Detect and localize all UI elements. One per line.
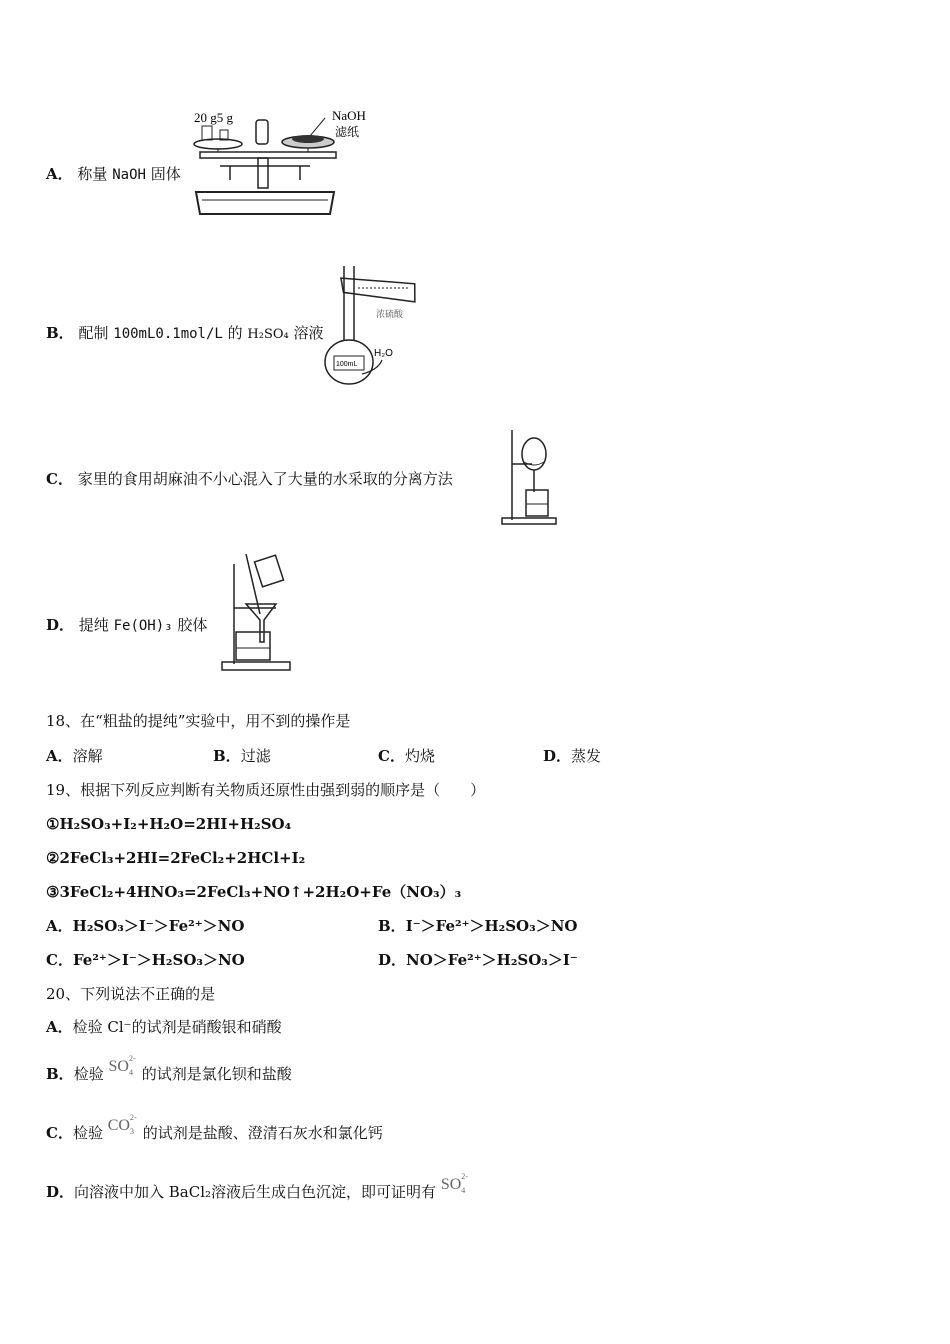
- q19-reaction-2: ②2FeCl₃+2HI=2FeCl₂+2HCl+I₂: [46, 849, 306, 867]
- option-letter: D．: [378, 951, 407, 969]
- option-tail: 溶液: [293, 324, 324, 342]
- acid-label: 浓硫酸: [376, 310, 404, 320]
- weights-label: 20 g5 g: [194, 110, 233, 125]
- option-letter: A．: [46, 747, 73, 765]
- q17-option-b: [46, 323, 324, 345]
- option-letter: D．: [46, 616, 75, 634]
- q18-stem: 18、在“粗盐的提纯”实验中，用不到的操作是: [46, 712, 351, 730]
- option-tail: 胶体: [177, 616, 208, 634]
- option-code: 100mL0.1mol/L: [113, 326, 223, 342]
- option-text: 称量: [77, 165, 108, 183]
- option-letter: D．: [543, 747, 572, 765]
- q20-option-b: [46, 1054, 292, 1085]
- option-text: H₂SO₃＞I⁻＞Fe²⁺＞NO: [72, 917, 245, 935]
- option-text: NO＞Fe²⁺＞H₂SO₃＞I⁻: [406, 951, 578, 969]
- q20-stem: 20、下列说法不正确的是: [46, 985, 216, 1003]
- q20-option-d: [46, 1172, 468, 1203]
- q17-option-a: [46, 164, 181, 185]
- q20-option-a: [46, 1017, 282, 1037]
- option-text: 配制: [78, 324, 109, 342]
- filtration-figure: [218, 550, 296, 674]
- option-mid: 的: [227, 324, 243, 342]
- carbonate-ion: CO 2- 3: [107, 1113, 137, 1136]
- option-text: I⁻＞Fe²⁺＞H₂SO₃＞NO: [405, 917, 578, 935]
- option-letter: C．: [46, 470, 73, 488]
- q18-option-c: [378, 746, 435, 766]
- q17-option-c: [46, 469, 453, 489]
- ion-symbol: SO: [440, 1176, 462, 1193]
- option-pre: 检验: [72, 1124, 103, 1142]
- paper-label: 滤纸: [335, 125, 360, 139]
- q18-option-b: [213, 746, 271, 766]
- option-post: 的试剂是盐酸、澄清石灰水和氯化钙: [142, 1124, 383, 1142]
- q19-option-c: [46, 950, 245, 970]
- water-label: H₂O: [374, 348, 393, 359]
- volumetric-flask-figure: [318, 262, 422, 390]
- option-text: 灼烧: [404, 747, 435, 765]
- option-post: 的试剂是氯化钡和盐酸: [141, 1065, 292, 1083]
- option-pre: 检验: [73, 1065, 104, 1083]
- q19-option-b: [378, 916, 577, 936]
- q18-option-a: [46, 746, 103, 766]
- separatory-funnel-figure: [498, 428, 560, 528]
- option-letter: A．: [46, 917, 73, 935]
- q20-option-c: [46, 1113, 383, 1144]
- option-tail: 固体: [150, 165, 181, 183]
- option-text: 检验 Cl⁻的试剂是硝酸银和硝酸: [72, 1018, 282, 1036]
- q19-stem: 19、根据下列反应判断有关物质还原性由强到弱的顺序是（ ）: [46, 781, 486, 799]
- q18-option-d: [543, 746, 601, 766]
- option-text: 蒸发: [571, 747, 602, 765]
- q19-option-d: [378, 950, 578, 970]
- option-text: 提纯: [78, 616, 109, 634]
- option-formula: H₂SO₄: [247, 327, 289, 342]
- q19-reaction-3: ③3FeCl₂+4HNO₃=2FeCl₃+NO↑+2H₂O+Fe（NO₃）₃: [46, 883, 462, 901]
- option-letter: B．: [46, 1065, 74, 1083]
- option-letter: C．: [46, 1124, 73, 1142]
- option-letter: D．: [46, 1183, 75, 1201]
- option-code: Fe(OH)₃: [113, 618, 173, 634]
- option-letter: C．: [378, 747, 405, 765]
- flask-label: 100mL: [336, 361, 358, 368]
- option-code: NaOH: [112, 167, 146, 183]
- option-letter: A．: [46, 165, 73, 183]
- option-letter: A．: [46, 1018, 73, 1036]
- option-letter: B．: [46, 324, 74, 342]
- q17-option-d: [46, 615, 207, 636]
- ion-symbol: SO: [108, 1058, 129, 1075]
- q19-reaction-1: ①H₂SO₃+I₂+H₂O=2HI+H₂SO₄: [46, 815, 292, 833]
- balance-figure: [190, 108, 390, 218]
- option-text: 过滤: [240, 747, 271, 765]
- naoh-label: NaOH: [332, 108, 366, 123]
- q19-option-a: [46, 916, 244, 936]
- option-text: 溶解: [72, 747, 103, 765]
- option-text: 家里的食用胡麻油不小心混入了大量的水采取的分离方法: [77, 470, 453, 488]
- sulfate-ion: SO 2- 4: [440, 1172, 468, 1195]
- ion-symbol: CO: [107, 1117, 130, 1134]
- option-letter: C．: [46, 951, 73, 969]
- option-letter: B．: [378, 917, 406, 935]
- option-letter: B．: [213, 747, 241, 765]
- sulfate-ion: SO 2- 4: [108, 1054, 136, 1077]
- option-pre: 向溶液中加入 BaCl₂溶液后生成白色沉淀，即可证明有: [74, 1183, 437, 1201]
- option-text: Fe²⁺＞I⁻＞H₂SO₃＞NO: [72, 951, 245, 969]
